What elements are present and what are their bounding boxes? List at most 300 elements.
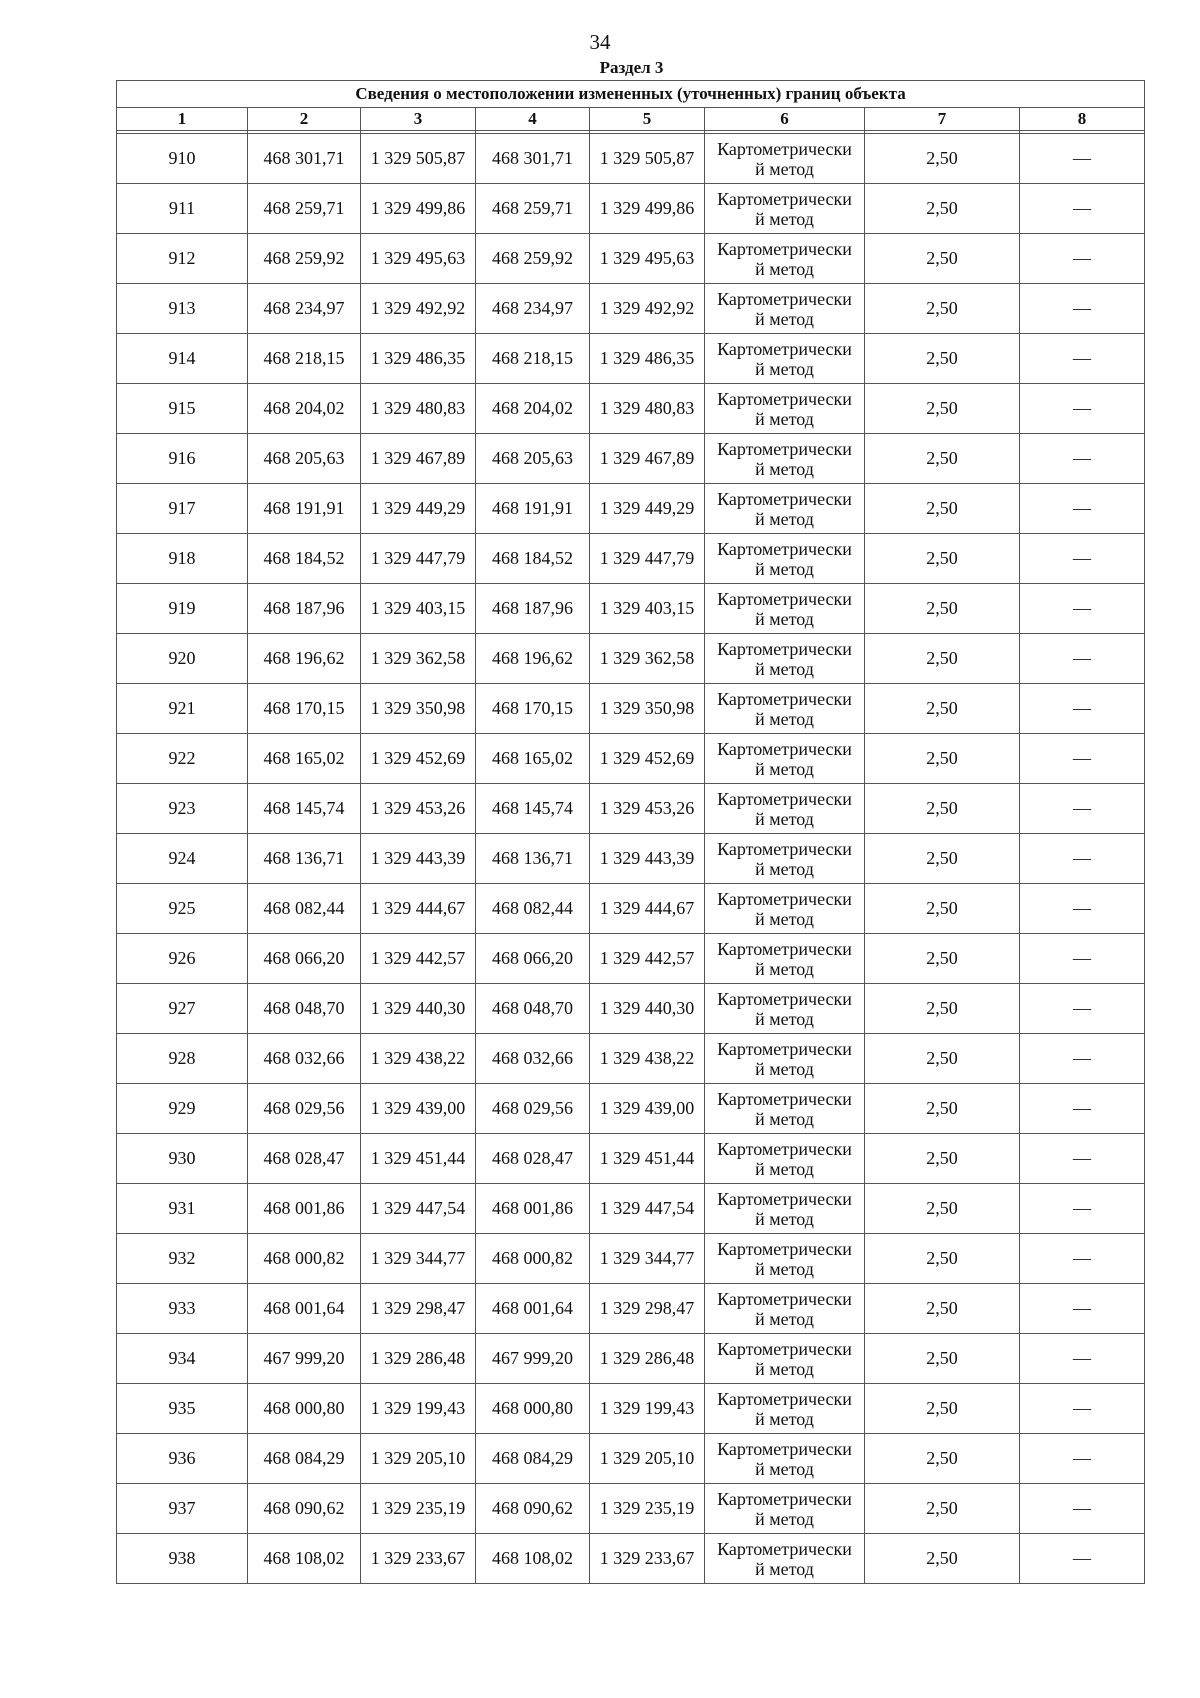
method-text-line-1: Картометрически xyxy=(717,938,852,959)
x-old-cell: 468 084,29 xyxy=(248,1434,361,1484)
x-new-cell: 468 001,86 xyxy=(476,1184,590,1234)
table-row xyxy=(117,334,1145,384)
method-text-line-1: Картометрически xyxy=(717,888,852,909)
x-old-cell: 468 032,66 xyxy=(248,1034,361,1084)
table-row xyxy=(117,1484,1145,1534)
y-old-cell: 1 329 442,57 xyxy=(361,934,476,984)
method-cell xyxy=(705,1284,865,1334)
y-old-cell: 1 329 199,43 xyxy=(361,1384,476,1434)
method-cell xyxy=(705,134,865,184)
y-new-cell: 1 329 403,15 xyxy=(590,584,705,634)
point-number-cell: 937 xyxy=(117,1484,248,1534)
accuracy-cell: 2,50 xyxy=(865,884,1020,934)
x-new-cell: 468 165,02 xyxy=(476,734,590,784)
method-text-line-2: й метод xyxy=(755,908,814,929)
method-cell xyxy=(705,234,865,284)
accuracy-cell: 2,50 xyxy=(865,434,1020,484)
table-row xyxy=(117,1084,1145,1134)
table-row xyxy=(117,984,1145,1034)
table-row xyxy=(117,784,1145,834)
method-cell xyxy=(705,1534,865,1584)
method-text-line-2: й метод xyxy=(755,1358,814,1379)
x-old-cell: 468 090,62 xyxy=(248,1484,361,1534)
description-cell: — xyxy=(1020,284,1145,334)
accuracy-cell: 2,50 xyxy=(865,334,1020,384)
accuracy-cell: 2,50 xyxy=(865,834,1020,884)
x-old-cell: 468 196,62 xyxy=(248,634,361,684)
table-row xyxy=(117,234,1145,284)
page-number: 34 xyxy=(589,30,611,54)
table-row xyxy=(117,684,1145,734)
method-text-line-1: Картометрически xyxy=(717,1038,852,1059)
x-new-cell: 468 205,63 xyxy=(476,434,590,484)
method-text-line-2: й метод xyxy=(755,1408,814,1429)
x-old-cell: 468 108,02 xyxy=(248,1534,361,1584)
y-old-cell: 1 329 344,77 xyxy=(361,1234,476,1284)
method-text-line-2: й метод xyxy=(755,958,814,979)
table-row xyxy=(117,1284,1145,1334)
method-cell xyxy=(705,734,865,784)
y-old-cell: 1 329 480,83 xyxy=(361,384,476,434)
method-text-line-2: й метод xyxy=(755,358,814,379)
point-number-cell: 924 xyxy=(117,834,248,884)
method-cell xyxy=(705,284,865,334)
method-text-line-2: й метод xyxy=(755,708,814,729)
method-text-line-1: Картометрически xyxy=(717,1288,852,1309)
accuracy-cell: 2,50 xyxy=(865,284,1020,334)
table-row xyxy=(117,834,1145,884)
accuracy-cell: 2,50 xyxy=(865,684,1020,734)
y-new-cell: 1 329 505,87 xyxy=(590,134,705,184)
y-new-cell: 1 329 444,67 xyxy=(590,884,705,934)
method-text-line-1: Картометрически xyxy=(717,488,852,509)
x-new-cell: 468 084,29 xyxy=(476,1434,590,1484)
accuracy-cell: 2,50 xyxy=(865,934,1020,984)
y-old-cell: 1 329 453,26 xyxy=(361,784,476,834)
x-new-cell: 468 000,82 xyxy=(476,1234,590,1284)
method-text-line-2: й метод xyxy=(755,1558,814,1579)
method-text-line-1: Картометрически xyxy=(717,588,852,609)
table-row xyxy=(117,134,1145,184)
method-text-line-1: Картометрически xyxy=(717,388,852,409)
y-old-cell: 1 329 403,15 xyxy=(361,584,476,634)
x-old-cell: 468 204,02 xyxy=(248,384,361,434)
y-new-cell: 1 329 439,00 xyxy=(590,1084,705,1134)
method-cell xyxy=(705,434,865,484)
description-cell: — xyxy=(1020,784,1145,834)
description-cell: — xyxy=(1020,184,1145,234)
method-text-line-1: Картометрически xyxy=(717,1088,852,1109)
point-number-cell: 916 xyxy=(117,434,248,484)
method-text-line-2: й метод xyxy=(755,1208,814,1229)
method-text-line-1: Картометрически xyxy=(717,1138,852,1159)
x-new-cell: 468 187,96 xyxy=(476,584,590,634)
point-number-cell: 918 xyxy=(117,534,248,584)
table-row xyxy=(117,1134,1145,1184)
method-cell xyxy=(705,684,865,734)
y-old-cell: 1 329 440,30 xyxy=(361,984,476,1034)
point-number-cell: 931 xyxy=(117,1184,248,1234)
x-new-cell: 468 048,70 xyxy=(476,984,590,1034)
description-cell: — xyxy=(1020,234,1145,284)
x-old-cell: 468 082,44 xyxy=(248,884,361,934)
accuracy-cell: 2,50 xyxy=(865,1284,1020,1334)
y-old-cell: 1 329 235,19 xyxy=(361,1484,476,1534)
method-text-line-1: Картометрически xyxy=(717,1488,852,1509)
y-old-cell: 1 329 449,29 xyxy=(361,484,476,534)
point-number-cell: 913 xyxy=(117,284,248,334)
y-new-cell: 1 329 449,29 xyxy=(590,484,705,534)
y-new-cell: 1 329 205,10 xyxy=(590,1434,705,1484)
method-text-line-2: й метод xyxy=(755,658,814,679)
method-cell xyxy=(705,1234,865,1284)
y-old-cell: 1 329 505,87 xyxy=(361,134,476,184)
point-number-cell: 925 xyxy=(117,884,248,934)
method-cell xyxy=(705,1484,865,1534)
x-old-cell: 468 301,71 xyxy=(248,134,361,184)
method-text-line-1: Картометрически xyxy=(717,1538,852,1559)
method-text-line-1: Картометрически xyxy=(717,438,852,459)
x-old-cell: 467 999,20 xyxy=(248,1334,361,1384)
description-cell: — xyxy=(1020,1334,1145,1384)
method-cell xyxy=(705,834,865,884)
accuracy-cell: 2,50 xyxy=(865,1084,1020,1134)
point-number-cell: 929 xyxy=(117,1084,248,1134)
method-text-line-2: й метод xyxy=(755,408,814,429)
description-cell: — xyxy=(1020,934,1145,984)
x-new-cell: 468 028,47 xyxy=(476,1134,590,1184)
method-cell xyxy=(705,584,865,634)
x-new-cell: 468 184,52 xyxy=(476,534,590,584)
method-text-line-1: Картометрически xyxy=(717,538,852,559)
method-cell xyxy=(705,1334,865,1384)
x-old-cell: 468 001,64 xyxy=(248,1284,361,1334)
point-number-cell: 936 xyxy=(117,1434,248,1484)
y-new-cell: 1 329 467,89 xyxy=(590,434,705,484)
point-number-cell: 927 xyxy=(117,984,248,1034)
description-cell: — xyxy=(1020,1534,1145,1584)
x-old-cell: 468 001,86 xyxy=(248,1184,361,1234)
x-old-cell: 468 184,52 xyxy=(248,534,361,584)
x-new-cell: 468 196,62 xyxy=(476,634,590,684)
x-old-cell: 468 234,97 xyxy=(248,284,361,334)
method-text-line-2: й метод xyxy=(755,208,814,229)
column-header-4: 4 xyxy=(476,108,590,131)
method-cell xyxy=(705,484,865,534)
x-new-cell: 468 029,56 xyxy=(476,1084,590,1134)
y-new-cell: 1 329 442,57 xyxy=(590,934,705,984)
x-new-cell: 468 259,71 xyxy=(476,184,590,234)
method-text-line-1: Картометрически xyxy=(717,1338,852,1359)
method-text-line-2: й метод xyxy=(755,508,814,529)
y-new-cell: 1 329 447,54 xyxy=(590,1184,705,1234)
column-header-3: 3 xyxy=(361,108,476,131)
y-new-cell: 1 329 362,58 xyxy=(590,634,705,684)
table-row xyxy=(117,184,1145,234)
y-old-cell: 1 329 492,92 xyxy=(361,284,476,334)
point-number-cell: 938 xyxy=(117,1534,248,1584)
column-header-8: 8 xyxy=(1020,108,1145,131)
y-new-cell: 1 329 233,67 xyxy=(590,1534,705,1584)
description-cell: — xyxy=(1020,834,1145,884)
y-old-cell: 1 329 467,89 xyxy=(361,434,476,484)
description-cell: — xyxy=(1020,484,1145,534)
method-text-line-1: Картометрически xyxy=(717,1438,852,1459)
accuracy-cell: 2,50 xyxy=(865,1034,1020,1084)
accuracy-cell: 2,50 xyxy=(865,184,1020,234)
description-cell: — xyxy=(1020,534,1145,584)
method-text-line-2: й метод xyxy=(755,308,814,329)
method-cell xyxy=(705,1384,865,1434)
y-old-cell: 1 329 443,39 xyxy=(361,834,476,884)
method-text-line-2: й метод xyxy=(755,1058,814,1079)
x-old-cell: 468 000,80 xyxy=(248,1384,361,1434)
y-old-cell: 1 329 439,00 xyxy=(361,1084,476,1134)
y-new-cell: 1 329 451,44 xyxy=(590,1134,705,1184)
x-old-cell: 468 218,15 xyxy=(248,334,361,384)
description-cell: — xyxy=(1020,1184,1145,1234)
x-old-cell: 468 029,56 xyxy=(248,1084,361,1134)
point-number-cell: 914 xyxy=(117,334,248,384)
description-cell: — xyxy=(1020,1234,1145,1284)
method-text-line-2: й метод xyxy=(755,1008,814,1029)
method-cell xyxy=(705,634,865,684)
table-row xyxy=(117,434,1145,484)
x-new-cell: 468 145,74 xyxy=(476,784,590,834)
method-text-line-1: Картометрически xyxy=(717,1238,852,1259)
table-row xyxy=(117,384,1145,434)
description-cell: — xyxy=(1020,384,1145,434)
x-new-cell: 468 032,66 xyxy=(476,1034,590,1084)
method-text-line-2: й метод xyxy=(755,858,814,879)
y-new-cell: 1 329 286,48 xyxy=(590,1334,705,1384)
point-number-cell: 912 xyxy=(117,234,248,284)
x-new-cell: 468 301,71 xyxy=(476,134,590,184)
method-text-line-1: Картометрически xyxy=(717,638,852,659)
accuracy-cell: 2,50 xyxy=(865,634,1020,684)
x-new-cell: 468 204,02 xyxy=(476,384,590,434)
method-cell xyxy=(705,384,865,434)
accuracy-cell: 2,50 xyxy=(865,1484,1020,1534)
coordinates-table xyxy=(116,80,1145,1584)
method-cell xyxy=(705,1434,865,1484)
y-old-cell: 1 329 495,63 xyxy=(361,234,476,284)
x-old-cell: 468 000,82 xyxy=(248,1234,361,1284)
point-number-cell: 919 xyxy=(117,584,248,634)
x-old-cell: 468 191,91 xyxy=(248,484,361,534)
point-number-cell: 922 xyxy=(117,734,248,784)
description-cell: — xyxy=(1020,734,1145,784)
y-new-cell: 1 329 495,63 xyxy=(590,234,705,284)
method-text-line-1: Картометрически xyxy=(717,738,852,759)
column-header-7: 7 xyxy=(865,108,1020,131)
table-body xyxy=(117,131,1145,1584)
table-row xyxy=(117,1184,1145,1234)
method-cell xyxy=(705,1034,865,1084)
x-old-cell: 468 066,20 xyxy=(248,934,361,984)
method-text-line-2: й метод xyxy=(755,458,814,479)
accuracy-cell: 2,50 xyxy=(865,1534,1020,1584)
description-cell: — xyxy=(1020,134,1145,184)
point-number-cell: 930 xyxy=(117,1134,248,1184)
column-header-6: 6 xyxy=(705,108,865,131)
point-number-cell: 921 xyxy=(117,684,248,734)
x-old-cell: 468 259,92 xyxy=(248,234,361,284)
method-text-line-2: й метод xyxy=(755,158,814,179)
accuracy-cell: 2,50 xyxy=(865,784,1020,834)
method-text-line-2: й метод xyxy=(755,1108,814,1129)
description-cell: — xyxy=(1020,584,1145,634)
method-cell xyxy=(705,334,865,384)
method-text-line-1: Картометрически xyxy=(717,288,852,309)
x-new-cell: 467 999,20 xyxy=(476,1334,590,1384)
accuracy-cell: 2,50 xyxy=(865,384,1020,434)
description-cell: — xyxy=(1020,684,1145,734)
method-text-line-1: Картометрически xyxy=(717,1388,852,1409)
method-text-line-2: й метод xyxy=(755,1158,814,1179)
description-cell: — xyxy=(1020,634,1145,684)
method-text-line-1: Картометрически xyxy=(717,838,852,859)
table-row xyxy=(117,1434,1145,1484)
method-text-line-1: Картометрически xyxy=(717,138,852,159)
y-old-cell: 1 329 447,79 xyxy=(361,534,476,584)
y-new-cell: 1 329 440,30 xyxy=(590,984,705,1034)
method-text-line-2: й метод xyxy=(755,808,814,829)
y-old-cell: 1 329 233,67 xyxy=(361,1534,476,1584)
accuracy-cell: 2,50 xyxy=(865,234,1020,284)
accuracy-cell: 2,50 xyxy=(865,734,1020,784)
x-new-cell: 468 191,91 xyxy=(476,484,590,534)
point-number-cell: 920 xyxy=(117,634,248,684)
x-old-cell: 468 205,63 xyxy=(248,434,361,484)
method-text-line-1: Картометрически xyxy=(717,1188,852,1209)
method-text-line-1: Картометрически xyxy=(717,338,852,359)
y-old-cell: 1 329 286,48 xyxy=(361,1334,476,1384)
description-cell: — xyxy=(1020,884,1145,934)
x-old-cell: 468 187,96 xyxy=(248,584,361,634)
x-old-cell: 468 048,70 xyxy=(248,984,361,1034)
accuracy-cell: 2,50 xyxy=(865,584,1020,634)
y-old-cell: 1 329 350,98 xyxy=(361,684,476,734)
x-new-cell: 468 170,15 xyxy=(476,684,590,734)
method-text-line-1: Картометрически xyxy=(717,788,852,809)
method-text-line-1: Картометрически xyxy=(717,238,852,259)
y-new-cell: 1 329 452,69 xyxy=(590,734,705,784)
y-new-cell: 1 329 453,26 xyxy=(590,784,705,834)
x-old-cell: 468 136,71 xyxy=(248,834,361,884)
method-cell xyxy=(705,784,865,834)
x-new-cell: 468 090,62 xyxy=(476,1484,590,1534)
method-text-line-2: й метод xyxy=(755,758,814,779)
table-row xyxy=(117,884,1145,934)
table-row xyxy=(117,1384,1145,1434)
section-title: Раздел 3 xyxy=(599,58,664,77)
table-row xyxy=(117,484,1145,534)
y-new-cell: 1 329 443,39 xyxy=(590,834,705,884)
x-new-cell: 468 234,97 xyxy=(476,284,590,334)
description-cell: — xyxy=(1020,1034,1145,1084)
x-old-cell: 468 165,02 xyxy=(248,734,361,784)
y-new-cell: 1 329 447,79 xyxy=(590,534,705,584)
accuracy-cell: 2,50 xyxy=(865,534,1020,584)
method-text-line-2: й метод xyxy=(755,258,814,279)
table-row xyxy=(117,1334,1145,1384)
method-text-line-1: Картометрически xyxy=(717,188,852,209)
x-new-cell: 468 218,15 xyxy=(476,334,590,384)
table-row xyxy=(117,1234,1145,1284)
point-number-cell: 917 xyxy=(117,484,248,534)
y-old-cell: 1 329 499,86 xyxy=(361,184,476,234)
accuracy-cell: 2,50 xyxy=(865,1134,1020,1184)
y-new-cell: 1 329 350,98 xyxy=(590,684,705,734)
method-text-line-2: й метод xyxy=(755,1508,814,1529)
description-cell: — xyxy=(1020,334,1145,384)
table-row xyxy=(117,734,1145,784)
point-number-cell: 910 xyxy=(117,134,248,184)
y-new-cell: 1 329 480,83 xyxy=(590,384,705,434)
table-row xyxy=(117,1034,1145,1084)
method-cell xyxy=(705,534,865,584)
y-old-cell: 1 329 298,47 xyxy=(361,1284,476,1334)
x-new-cell: 468 136,71 xyxy=(476,834,590,884)
accuracy-cell: 2,50 xyxy=(865,1334,1020,1384)
accuracy-cell: 2,50 xyxy=(865,1384,1020,1434)
point-number-cell: 934 xyxy=(117,1334,248,1384)
x-new-cell: 468 000,80 xyxy=(476,1384,590,1434)
method-cell xyxy=(705,1184,865,1234)
y-old-cell: 1 329 447,54 xyxy=(361,1184,476,1234)
point-number-cell: 923 xyxy=(117,784,248,834)
table-row xyxy=(117,584,1145,634)
method-text-line-2: й метод xyxy=(755,1458,814,1479)
y-old-cell: 1 329 444,67 xyxy=(361,884,476,934)
method-cell xyxy=(705,1084,865,1134)
x-new-cell: 468 259,92 xyxy=(476,234,590,284)
accuracy-cell: 2,50 xyxy=(865,1234,1020,1284)
y-new-cell: 1 329 298,47 xyxy=(590,1284,705,1334)
table-row xyxy=(117,284,1145,334)
y-old-cell: 1 329 486,35 xyxy=(361,334,476,384)
table-row xyxy=(117,1534,1145,1584)
x-old-cell: 468 259,71 xyxy=(248,184,361,234)
point-number-cell: 911 xyxy=(117,184,248,234)
y-old-cell: 1 329 362,58 xyxy=(361,634,476,684)
column-header-2: 2 xyxy=(248,108,361,131)
y-new-cell: 1 329 235,19 xyxy=(590,1484,705,1534)
y-old-cell: 1 329 451,44 xyxy=(361,1134,476,1184)
description-cell: — xyxy=(1020,1284,1145,1334)
point-number-cell: 926 xyxy=(117,934,248,984)
table-caption: Сведения о местоположении измененных (уточненных) границ объекта xyxy=(117,81,1145,108)
y-new-cell: 1 329 492,92 xyxy=(590,284,705,334)
table-row xyxy=(117,634,1145,684)
point-number-cell: 932 xyxy=(117,1234,248,1284)
point-number-cell: 935 xyxy=(117,1384,248,1434)
method-text-line-2: й метод xyxy=(755,558,814,579)
description-cell: — xyxy=(1020,1484,1145,1534)
method-cell xyxy=(705,184,865,234)
description-cell: — xyxy=(1020,1084,1145,1134)
y-old-cell: 1 329 452,69 xyxy=(361,734,476,784)
x-old-cell: 468 145,74 xyxy=(248,784,361,834)
accuracy-cell: 2,50 xyxy=(865,134,1020,184)
method-text-line-2: й метод xyxy=(755,1258,814,1279)
y-new-cell: 1 329 344,77 xyxy=(590,1234,705,1284)
method-text-line-2: й метод xyxy=(755,1308,814,1329)
x-new-cell: 468 108,02 xyxy=(476,1534,590,1584)
point-number-cell: 933 xyxy=(117,1284,248,1334)
description-cell: — xyxy=(1020,1434,1145,1484)
